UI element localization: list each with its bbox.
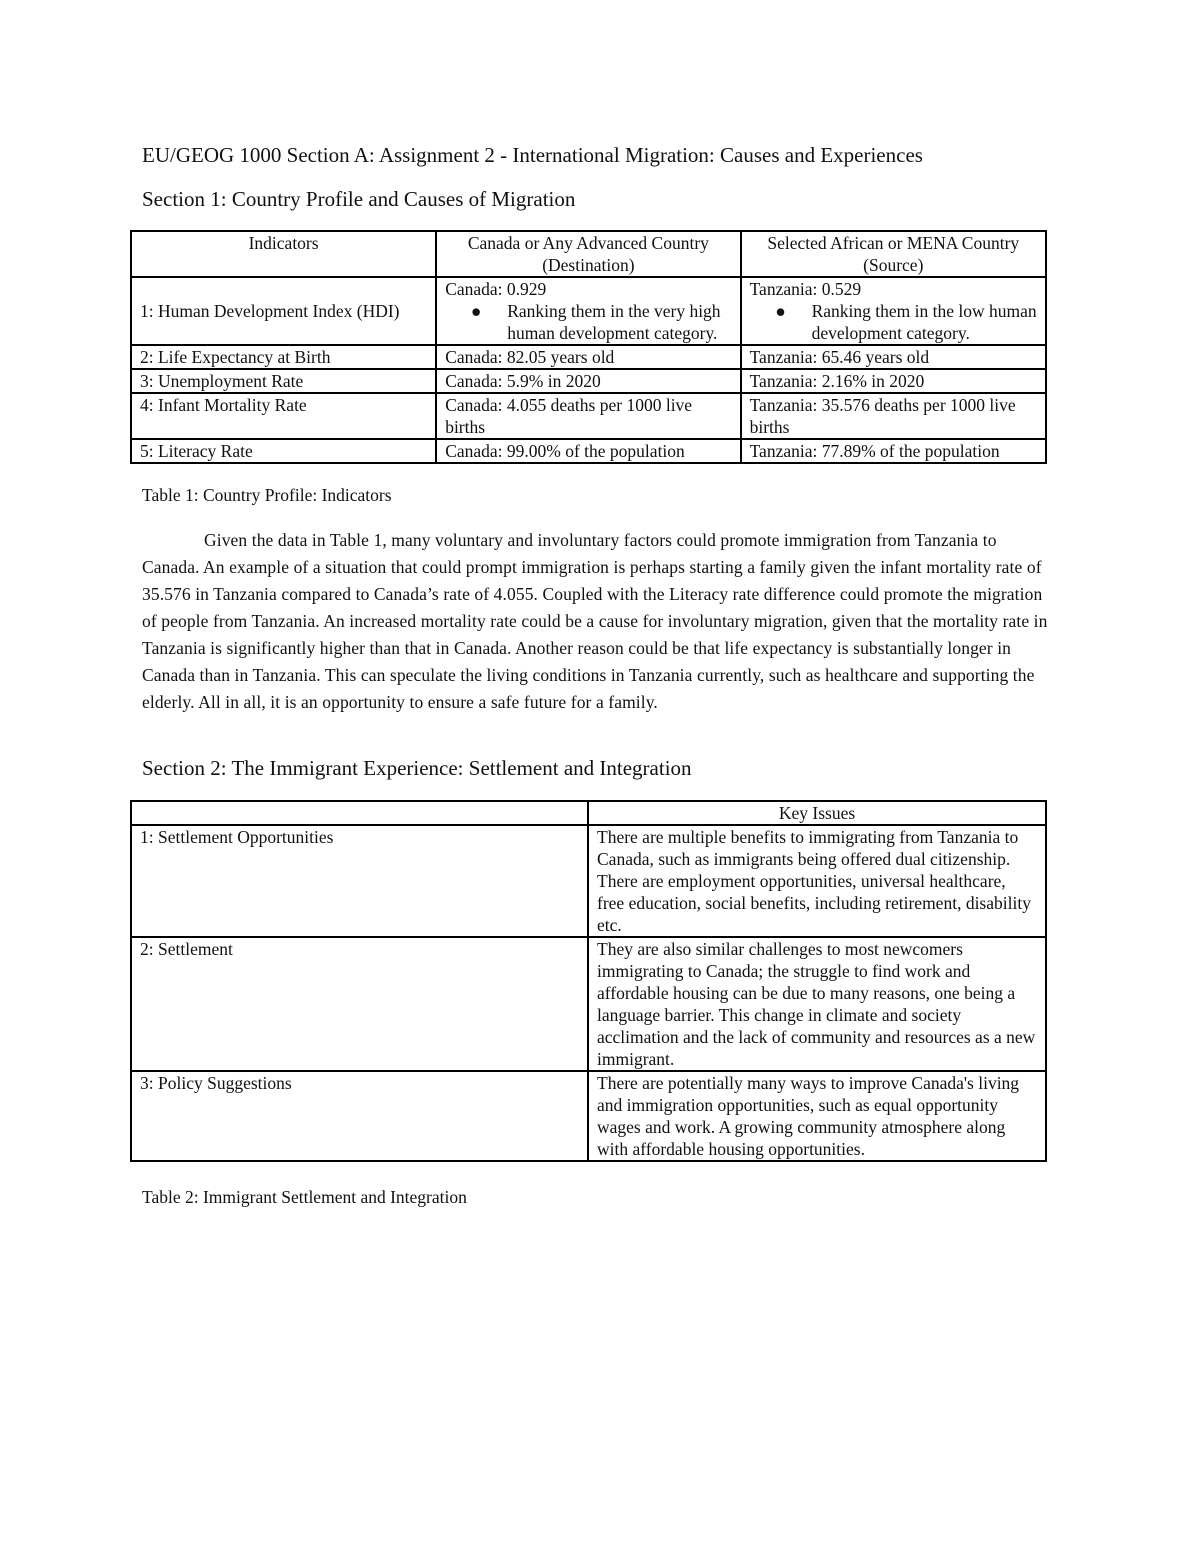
issue-cell: They are also similar challenges to most newcomers immigrating to Canada; the struggle to find work and affordable housing can be due to many reasons, one being a language barrier. This change in climate and society acclimation and the lack of community and resources as a new immigrant. — [588, 937, 1046, 1071]
canada-cell: Canada: 82.05 years old — [436, 345, 740, 369]
body-paragraph — [142, 527, 1052, 716]
tanzania-cell: Tanzania: 2.16% in 2020 — [741, 369, 1046, 393]
table-1-caption: Table 1: Country Profile: Indicators — [142, 485, 392, 505]
canada-hdi-note: Ranking them in the very high human development category. — [507, 301, 721, 343]
canada-cell: Canada: 99.00% of the population — [436, 439, 740, 463]
row-label: 5: Literacy Rate — [131, 439, 436, 463]
header-blank — [131, 801, 588, 825]
section-2-heading: Section 2: The Immigrant Experience: Settlement and Integration — [142, 756, 692, 780]
bullet-icon: ● — [775, 301, 786, 321]
table-2-caption: Table 2: Immigrant Settlement and Integration — [142, 1187, 467, 1207]
row-label: 3: Unemployment Rate — [131, 369, 436, 393]
row-label: 1: Settlement Opportunities — [131, 825, 588, 937]
canada-hdi-cell — [436, 277, 740, 345]
row-label: 2: Settlement — [131, 937, 588, 1071]
tanzania-hdi-note: Ranking them in the low human development category. — [811, 301, 1037, 343]
canada-cell: Canada: 4.055 deaths per 1000 live births — [436, 393, 740, 439]
table-row — [131, 393, 1046, 439]
row-label: 2: Life Expectancy at Birth — [131, 345, 436, 369]
header-destination: Canada or Any Advanced Country (Destination) — [436, 231, 740, 277]
document-title: EU/GEOG 1000 Section A: Assignment 2 - International Migration: Causes and Experiences — [142, 143, 923, 167]
header-source: Selected African or MENA Country (Source) — [741, 231, 1046, 277]
row-label: 4: Infant Mortality Rate — [131, 393, 436, 439]
paragraph-text: Given the data in Table 1, many voluntary and involuntary factors could promote immigration from Tanzania to Canada. An example of a situation that could prompt immigration is perhaps starting a family given the infant mortality rate of 35.576 in Tanzania compared to Canada’s rate of 4.055. Coupled with the Literacy rate difference could promote the migration of people from Tanzania. An increased mortality rate could be a cause for involuntary migration, given that the mortality rate in Tanzania is significantly higher than that in Canada. Another reason could be that life expectancy is substantially longer in Canada than in Tanzania. This can speculate the living conditions in Tanzania currently, such as healthcare and supporting the elderly. All in all, it is an opportunity to ensure a safe future for a family. — [142, 530, 1048, 712]
tanzania-cell: Tanzania: 65.46 years old — [741, 345, 1046, 369]
table-row — [131, 937, 1046, 1071]
header-key-issues: Key Issues — [588, 801, 1046, 825]
canada-cell: Canada: 5.9% in 2020 — [436, 369, 740, 393]
tanzania-hdi-cell — [741, 277, 1046, 345]
issue-cell: There are potentially many ways to improve Canada's living and immigration opportunities, such as equal opportunity wages and work. A growing community atmosphere along with affordable housing opportunities. — [588, 1071, 1046, 1161]
list-item — [750, 300, 1037, 344]
table-row — [131, 369, 1046, 393]
list-item — [445, 300, 731, 344]
bullet-icon: ● — [470, 301, 482, 321]
tanzania-cell: Tanzania: 77.89% of the population — [741, 439, 1046, 463]
canada-hdi-value: Canada: 0.929 — [445, 279, 547, 299]
tanzania-cell: Tanzania: 35.576 deaths per 1000 live births — [741, 393, 1046, 439]
table-row — [131, 439, 1046, 463]
table-row — [131, 1071, 1046, 1161]
row-label: 1: Human Development Index (HDI) — [131, 277, 436, 345]
section-1-heading: Section 1: Country Profile and Causes of Migration — [142, 187, 576, 211]
table-header-row — [131, 801, 1046, 825]
issue-cell: There are multiple benefits to immigrating from Tanzania to Canada, such as immigrants being offered dual citizenship. There are employment opportunities, universal healthcare, free education, social benefits, including retirement, disability etc. — [588, 825, 1046, 937]
table-row — [131, 345, 1046, 369]
country-profile-table — [130, 230, 1047, 464]
table-row — [131, 825, 1046, 937]
table-row — [131, 277, 1046, 345]
row-label: 3: Policy Suggestions — [131, 1071, 588, 1161]
header-indicators: Indicators — [131, 231, 436, 277]
table-header-row — [131, 231, 1046, 277]
settlement-table — [130, 800, 1047, 1162]
tanzania-hdi-value: Tanzania: 0.529 — [749, 279, 862, 299]
